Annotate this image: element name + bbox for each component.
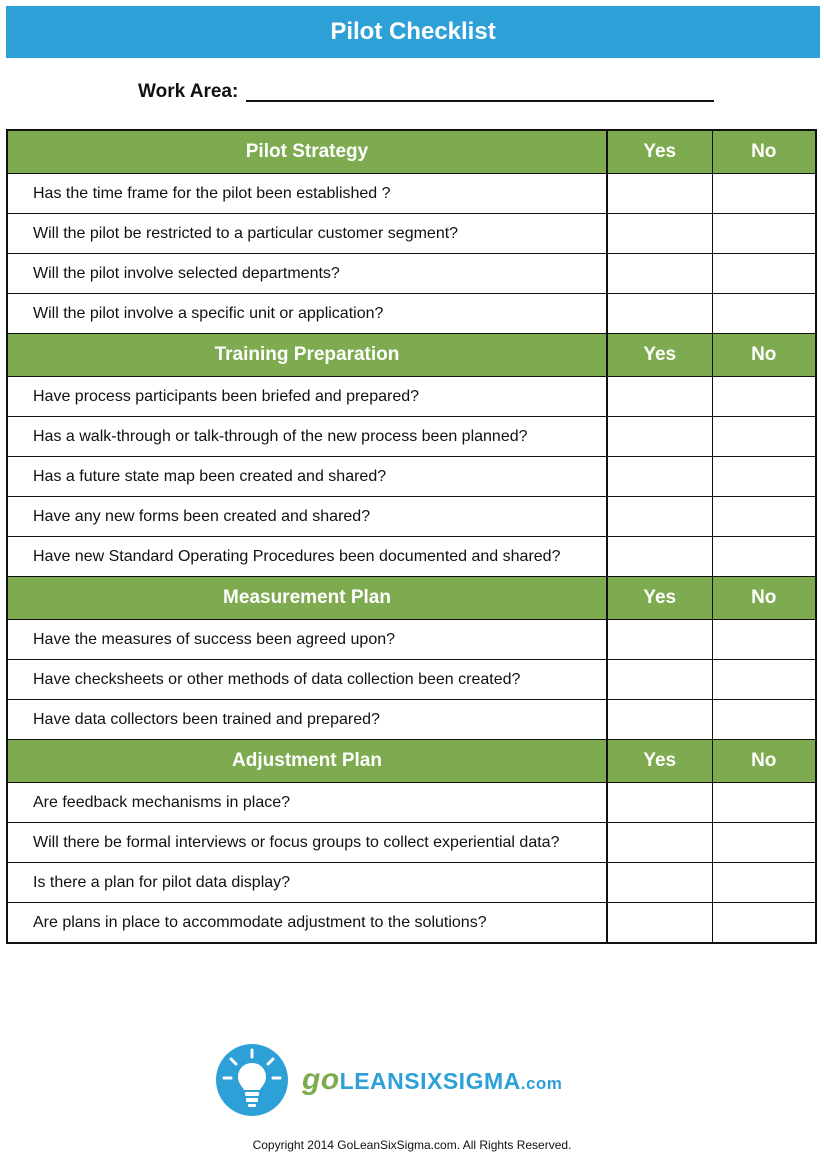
no-column-header: No (712, 334, 816, 377)
checklist-item-row (7, 254, 816, 294)
no-checkbox-cell[interactable] (712, 497, 816, 537)
checklist-question: Has the time frame for the pilot been established ? (7, 174, 607, 214)
checklist-question: Will there be formal interviews or focus groups to collect experiential data? (7, 823, 607, 863)
checklist-question: Has a walk-through or talk-through of the new process been planned? (7, 417, 607, 457)
logo-wordmark (302, 1063, 562, 1097)
yes-checkbox-cell[interactable] (607, 783, 712, 823)
checklist-question: Have the measures of success been agreed upon? (7, 620, 607, 660)
yes-checkbox-cell[interactable] (607, 903, 712, 944)
page-title: Pilot Checklist (330, 18, 496, 45)
yes-checkbox-cell[interactable] (607, 620, 712, 660)
checklist-question: Will the pilot involve a specific unit or application? (7, 294, 607, 334)
lightbulb-icon (216, 1044, 288, 1116)
yes-checkbox-cell[interactable] (607, 537, 712, 577)
checklist-question: Are feedback mechanisms in place? (7, 783, 607, 823)
no-checkbox-cell[interactable] (712, 660, 816, 700)
no-checkbox-cell[interactable] (712, 537, 816, 577)
yes-checkbox-cell[interactable] (607, 457, 712, 497)
section-header-row (7, 740, 816, 783)
yes-checkbox-cell[interactable] (607, 174, 712, 214)
checklist-question: Has a future state map been created and shared? (7, 457, 607, 497)
checklist-question: Have new Standard Operating Procedures been documented and shared? (7, 537, 607, 577)
no-column-header: No (712, 130, 816, 174)
logo-com: .com (520, 1074, 563, 1093)
checklist-item-row (7, 660, 816, 700)
checklist-question: Will the pilot involve selected departments? (7, 254, 607, 294)
no-checkbox-cell[interactable] (712, 457, 816, 497)
checklist-item-row (7, 497, 816, 537)
yes-checkbox-cell[interactable] (607, 497, 712, 537)
no-checkbox-cell[interactable] (712, 783, 816, 823)
yes-column-header: Yes (607, 130, 712, 174)
checklist-question: Have any new forms been created and shared? (7, 497, 607, 537)
checklist-item-row (7, 174, 816, 214)
no-checkbox-cell[interactable] (712, 620, 816, 660)
title-bar (6, 6, 820, 58)
checklist-item-row (7, 700, 816, 740)
checklist-item-row (7, 823, 816, 863)
yes-checkbox-cell[interactable] (607, 294, 712, 334)
yes-checkbox-cell[interactable] (607, 254, 712, 294)
yes-checkbox-cell[interactable] (607, 214, 712, 254)
section-title: Measurement Plan (7, 577, 607, 620)
section-title: Training Preparation (7, 334, 607, 377)
yes-checkbox-cell[interactable] (607, 863, 712, 903)
yes-column-header: Yes (607, 334, 712, 377)
checklist-question: Have process participants been briefed and prepared? (7, 377, 607, 417)
checklist-question: Have data collectors been trained and prepared? (7, 700, 607, 740)
checklist-item-row (7, 783, 816, 823)
yes-checkbox-cell[interactable] (607, 823, 712, 863)
work-area-label: Work Area: (138, 81, 239, 102)
checklist-body (7, 130, 816, 943)
section-title: Adjustment Plan (7, 740, 607, 783)
no-checkbox-cell[interactable] (712, 417, 816, 457)
no-column-header: No (712, 740, 816, 783)
section-header-row (7, 130, 816, 174)
no-checkbox-cell[interactable] (712, 254, 816, 294)
checklist-item-row (7, 457, 816, 497)
checklist-item-row (7, 863, 816, 903)
footer-logo (216, 1044, 562, 1116)
checklist-item-row (7, 537, 816, 577)
checklist-question: Will the pilot be restricted to a particular customer segment? (7, 214, 607, 254)
work-area-input-line[interactable] (246, 99, 714, 102)
no-checkbox-cell[interactable] (712, 174, 816, 214)
copyright-text: Copyright 2014 GoLeanSixSigma.com. All Rights Reserved. (252, 1138, 572, 1152)
yes-column-header: Yes (607, 740, 712, 783)
checklist-item-row (7, 903, 816, 944)
no-checkbox-cell[interactable] (712, 294, 816, 334)
yes-checkbox-cell[interactable] (607, 700, 712, 740)
checklist-item-row (7, 417, 816, 457)
yes-column-header: Yes (607, 577, 712, 620)
logo-go: go (302, 1063, 340, 1096)
logo-main: LEANSIXSIGMA (339, 1068, 521, 1094)
checklist-question: Are plans in place to accommodate adjustment to the solutions? (7, 903, 607, 944)
no-checkbox-cell[interactable] (712, 823, 816, 863)
checklist-item-row (7, 620, 816, 660)
section-title: Pilot Strategy (7, 130, 607, 174)
yes-checkbox-cell[interactable] (607, 377, 712, 417)
no-column-header: No (712, 577, 816, 620)
checklist-question: Have checksheets or other methods of data collection been created? (7, 660, 607, 700)
section-header-row (7, 334, 816, 377)
work-area-field (138, 80, 714, 104)
no-checkbox-cell[interactable] (712, 700, 816, 740)
no-checkbox-cell[interactable] (712, 863, 816, 903)
section-header-row (7, 577, 816, 620)
no-checkbox-cell[interactable] (712, 377, 816, 417)
checklist-item-row (7, 294, 816, 334)
yes-checkbox-cell[interactable] (607, 417, 712, 457)
checklist-table (6, 129, 817, 944)
checklist-item-row (7, 377, 816, 417)
no-checkbox-cell[interactable] (712, 214, 816, 254)
checklist-question: Is there a plan for pilot data display? (7, 863, 607, 903)
no-checkbox-cell[interactable] (712, 903, 816, 944)
yes-checkbox-cell[interactable] (607, 660, 712, 700)
checklist-item-row (7, 214, 816, 254)
